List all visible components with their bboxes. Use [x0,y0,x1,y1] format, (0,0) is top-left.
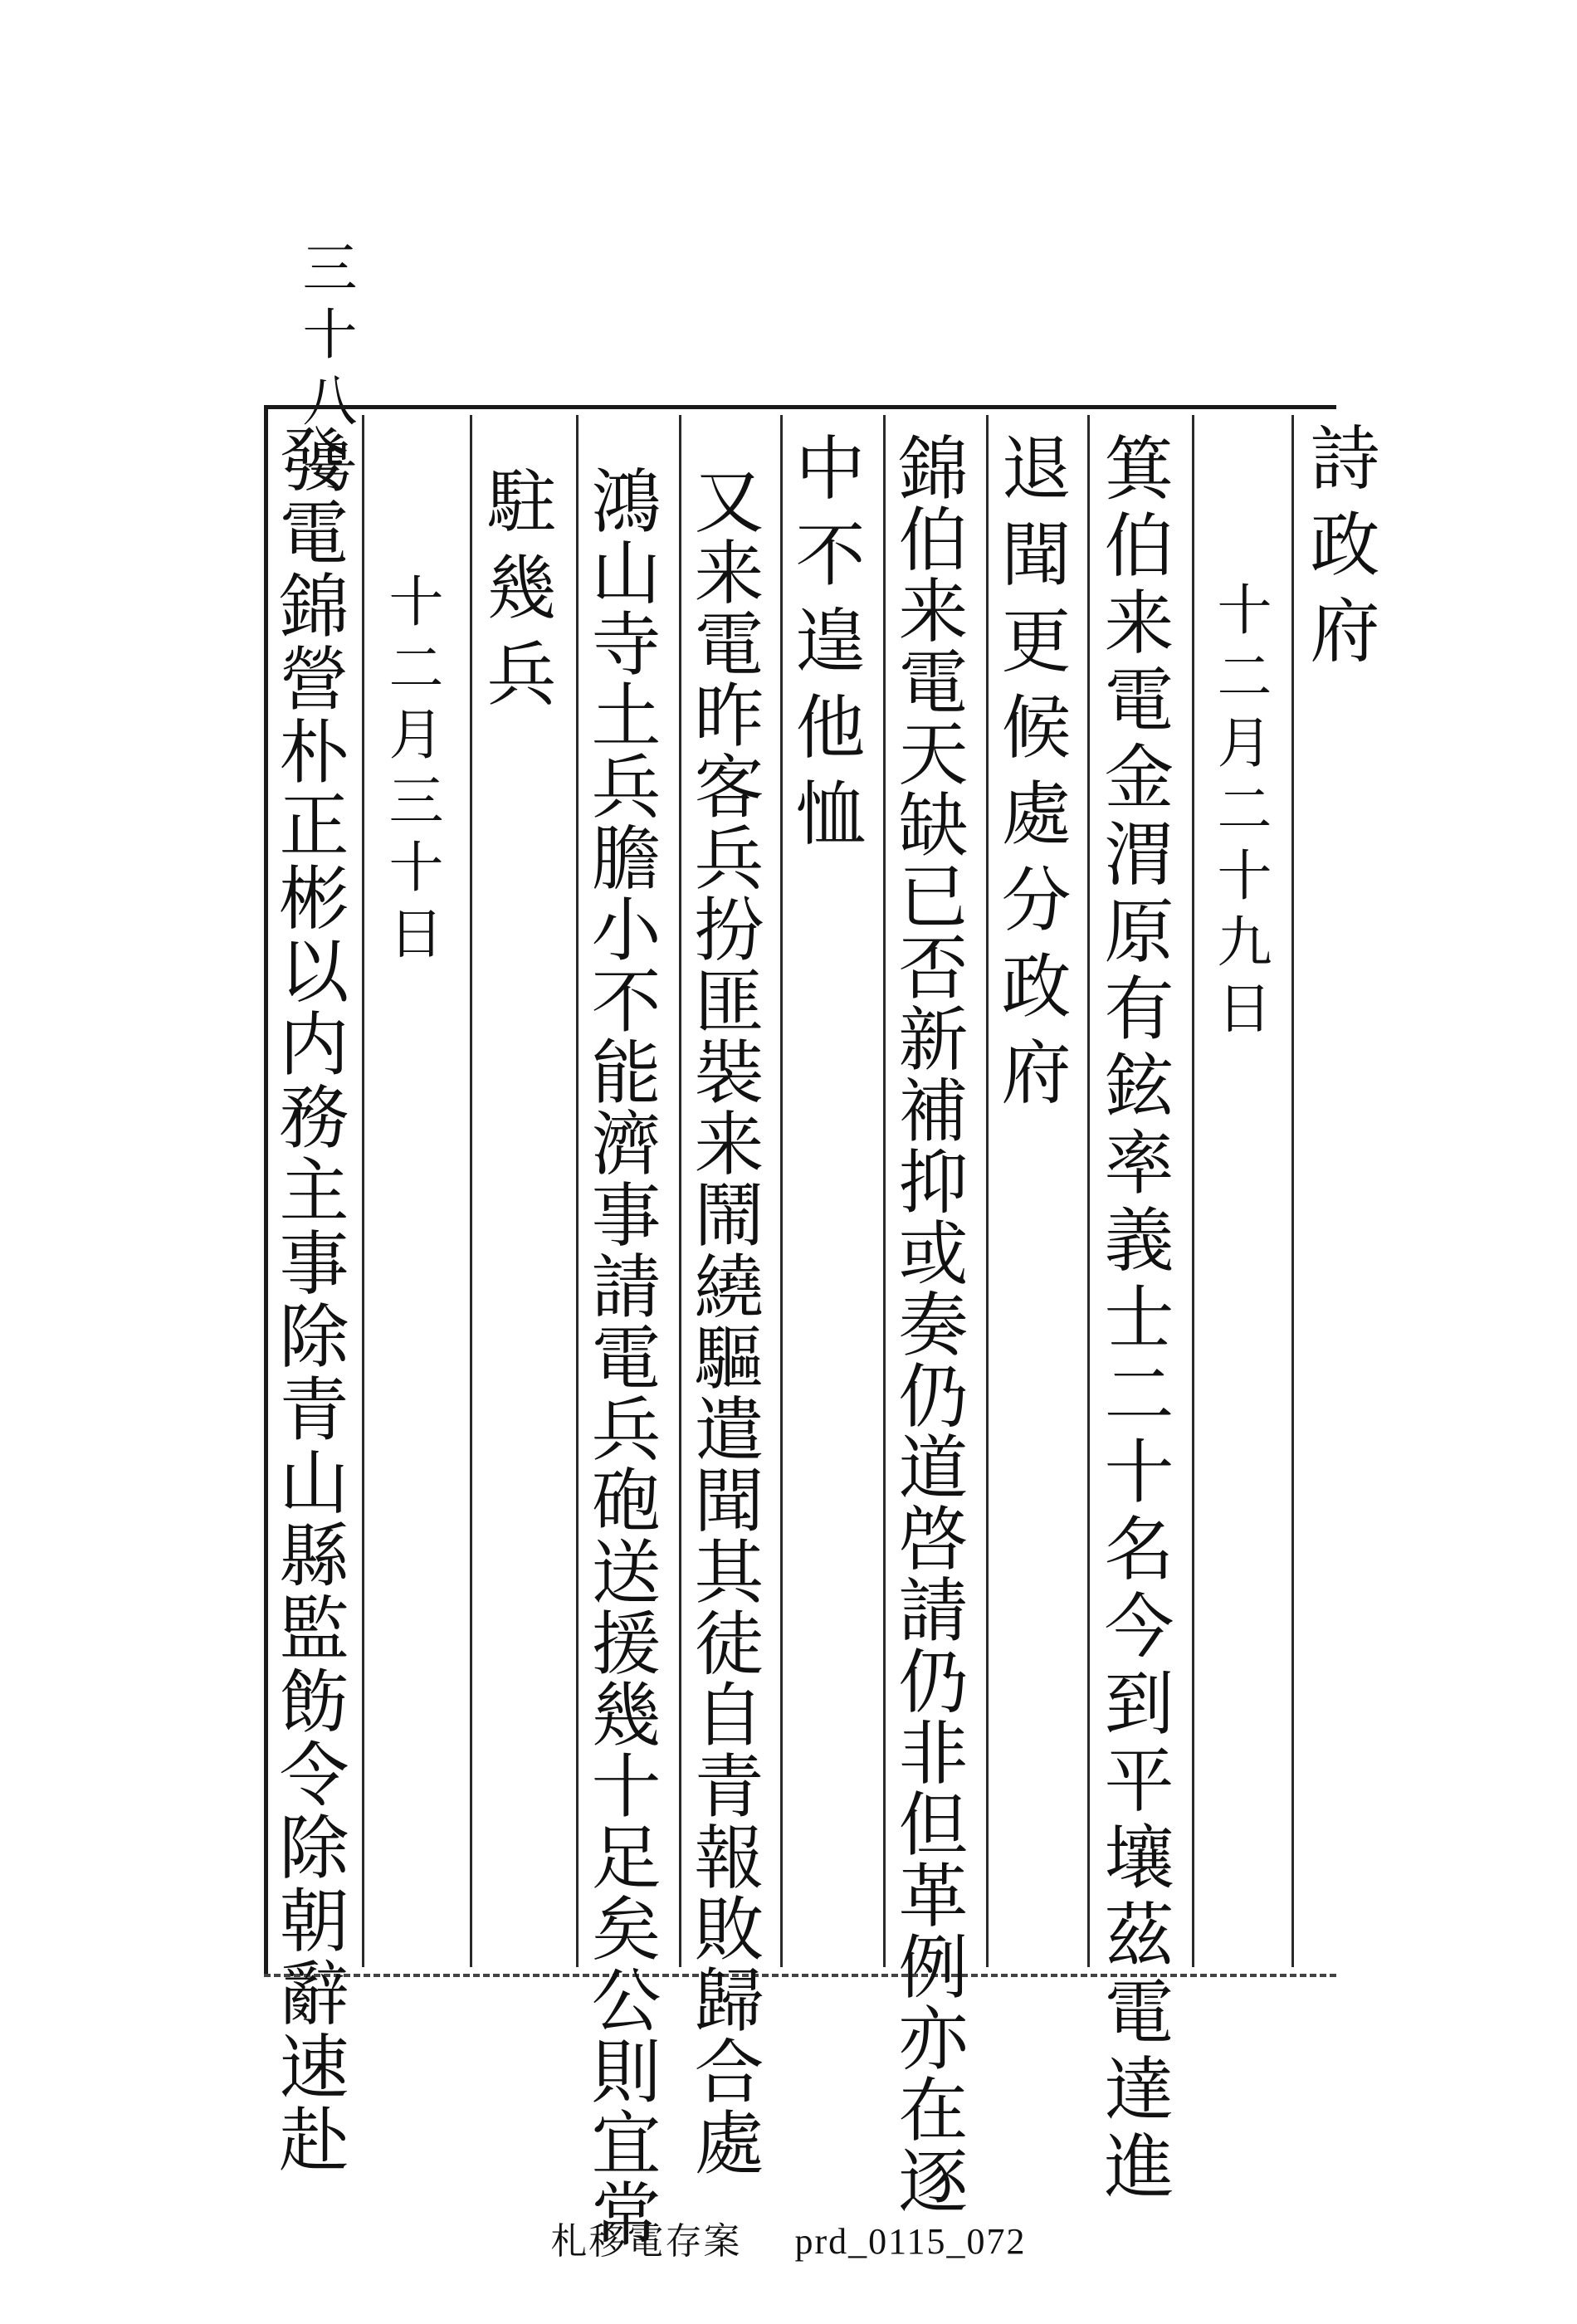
column-rule [1087,415,1090,1967]
column-rule [470,415,472,1967]
column-text: 箕伯来電金渭原有鉉率義士二十名今到平壤茲電達進 [1093,432,1174,2207]
column-text: 中不遑他恤 [784,432,866,863]
column-date: 十二月三十日 [379,573,443,971]
column-text: 錦伯来電天缺已否新補抑或奏仍道啓請仍非但革例亦在逐 [887,432,969,2216]
column-rule [679,415,681,1967]
column-date: 十二月二十九日 [1208,581,1272,1046]
column-text: 退聞更候處分政府 [990,432,1072,1122]
page-id: prd_0115_072 [794,2221,1027,2262]
column-text: 駐幾兵 [476,465,557,724]
column-text: 又来電昨客兵扮匪裝来鬧繞驅遣聞其徒自青報敗歸合處 [683,465,764,2178]
column-rule [1192,415,1194,1967]
frame-top-rule [264,405,1336,409]
column-text: 發電錦營朴正彬以内務主事除青山縣監飭令除朝辭速赴 [268,423,349,2176]
page-footer [0,2211,1577,2264]
column-text: 鴻山寺土兵膽小不能濟事請電兵砲送援幾十足矣公則宜常 [580,465,662,2249]
column-rule [780,415,783,1967]
column-rule [1291,415,1294,1967]
document-number: 三十八号 [293,239,357,505]
column-rule [986,415,989,1967]
column-rule [883,415,886,1967]
frame-bottom-rule [264,1974,1336,1977]
column-rule [576,415,579,1967]
collection-title: 札移電存案 [550,2220,742,2263]
column-addressee: 詩政府 [1299,422,1380,681]
column-rule [362,415,364,1967]
